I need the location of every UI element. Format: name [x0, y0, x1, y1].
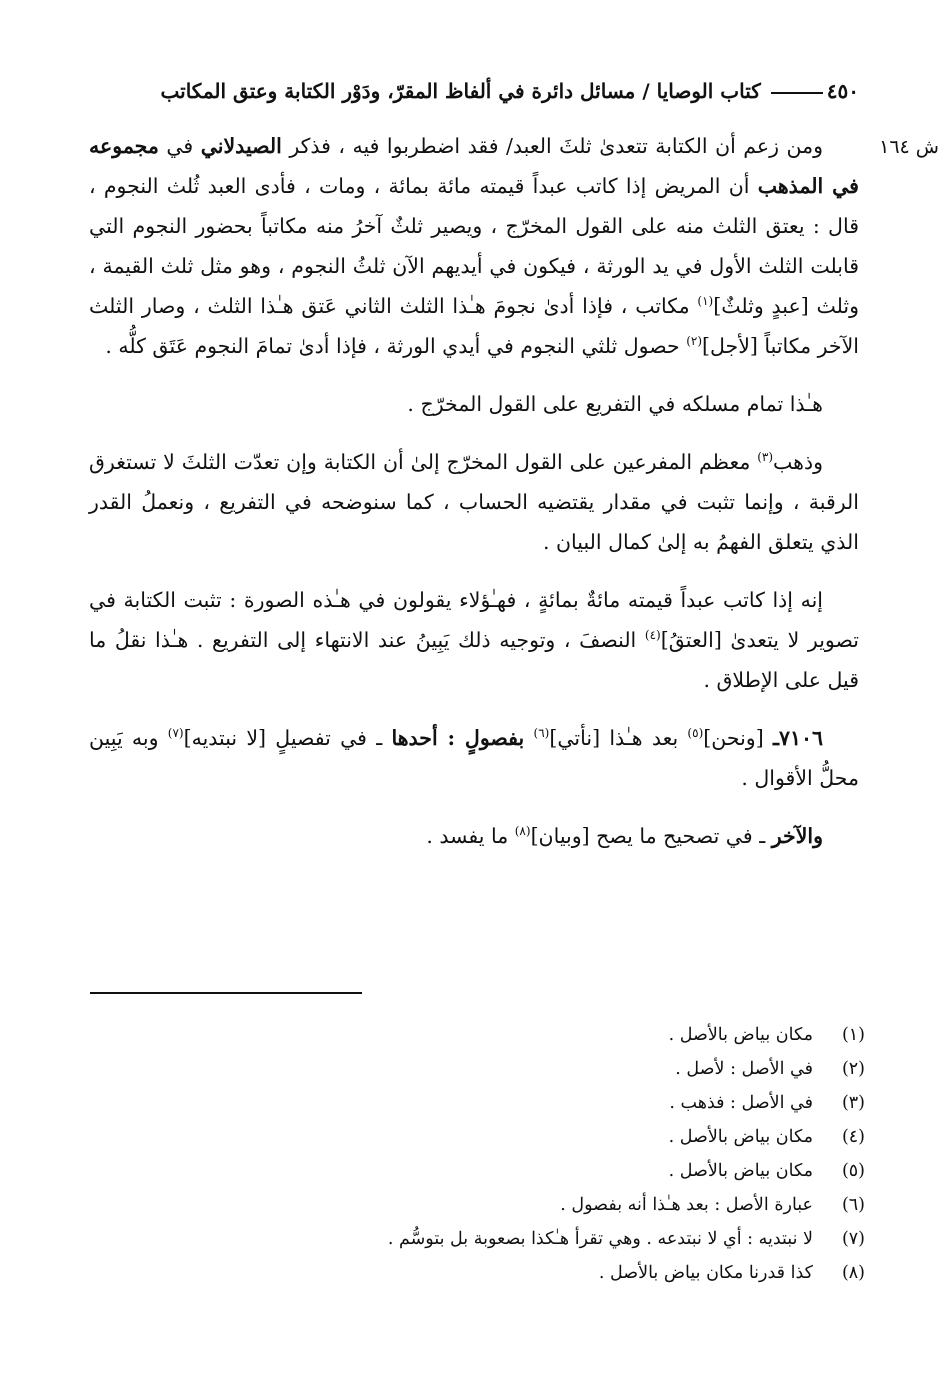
- footnote: [85, 1120, 865, 1154]
- footnote-text: مكان بياض بالأصل .: [668, 1127, 813, 1147]
- footnote-marker: (٥): [687, 726, 704, 741]
- footnote: [85, 1256, 865, 1290]
- footnote-number: (٤): [841, 1127, 865, 1147]
- footnote: [85, 1086, 865, 1120]
- footnote-text: مكان بياض بالأصل .: [668, 1025, 813, 1045]
- footnote-text: عبارة الأصل : بعد هـٰذا أنه بفصول .: [560, 1195, 813, 1215]
- text-run: إنه إذا كاتب عبداً قيمته مائةٌ بمائةٍ ، فهـٰؤلاء يقولون في هـٰذه الصورة : تثبت الكتابة في تصوير لا يتعدىٰ [العتقُ]: [89, 588, 859, 652]
- paragraph: [89, 442, 859, 562]
- text-run: [524, 726, 533, 750]
- footnote-marker: (٣): [757, 450, 774, 465]
- text-run: وذهب: [773, 450, 823, 474]
- text-run: [ونحن]: [703, 726, 773, 750]
- paragraph: [89, 384, 859, 424]
- footnote-number: (٦): [841, 1195, 865, 1215]
- footnote-number: (٢): [841, 1059, 865, 1079]
- text-run: بعد هـٰذا [نأتي]: [549, 726, 688, 750]
- header-title: كتاب الوصايا / مسائل دائرة في ألفاظ المقرّ، ودَوْر الكتابة وعتق المكاتب: [160, 79, 761, 103]
- footnote-number: (٣): [841, 1093, 865, 1113]
- footnote-marker: (٢): [686, 334, 703, 349]
- footnote-number: (٨): [841, 1263, 865, 1283]
- paragraph: [89, 718, 859, 798]
- page-number: ٤٥٠: [826, 79, 859, 103]
- header-dash: [771, 92, 823, 94]
- footnote-number: (٧): [841, 1229, 865, 1249]
- running-header: [89, 72, 859, 110]
- footnote: [85, 1154, 865, 1188]
- text-run: أن المريض إذا كاتب عبداً قيمته مائة بمائة ، ومات ، فأدى العبد ثُلث النجوم ، قال : يعتق الثلث منه على القول المخرّج ، ويصير ثلثٌ آخرُ منه مكاتباً بحضور النجوم التي قابلت الثلث الأول في يد الورثة ، فيكون في أيديهم الآن ثلثُ النجوم ، وهو مثل ثلث القيمة ، وثلث [عبدٍ وثلثٌ]: [89, 174, 860, 318]
- text-run: ومن زعم أن الكتابة تتعدىٰ ثلثَ العبد/ فقد اضطربوا فيه ، فذكر: [281, 134, 824, 158]
- bold-text: مجموعه في المذهب: [89, 134, 859, 198]
- marginal-reference: ش ١٦٤: [879, 136, 939, 158]
- text-run: وبه يَبِين محلُّ الأقوال .: [89, 726, 859, 790]
- text-run: النصفَ ، وتوجيه ذلك يَبِينُ عند الانتهاء إلى التفريع . هـٰذا نقلُ ما قيل على الإطلاق .: [89, 628, 859, 692]
- footnote-marker: (٤): [644, 628, 661, 643]
- body-text: [89, 126, 859, 874]
- paragraph: [89, 126, 859, 366]
- footnote-separator: [90, 992, 362, 994]
- footnote: [85, 1018, 865, 1052]
- footnote-text: في الأصل : فذهب .: [669, 1093, 813, 1113]
- text-run: في: [158, 134, 201, 158]
- footnote-text: مكان بياض بالأصل .: [668, 1161, 813, 1181]
- footnote-number: (٥): [841, 1161, 865, 1181]
- footnote-text: في الأصل : لأصل .: [675, 1059, 813, 1079]
- text-run: حصول ثلثي النجوم في أيدي الورثة ، فإذا أدىٰ تمامَ النجوم عَتَق كلُّه .: [105, 334, 687, 358]
- text-run: معظم المفرعين على القول المخرّج إلىٰ أن الكتابة وإن تعدّت الثلثَ لا تستغرق الرقبة ، وإنما تثبت في مقدار يقتضيه الحساب ، كما سنوضحه في التفريع ، ونعملُ القدر الذي يتعلق الفهمُ به إلىٰ كمال البيان .: [89, 450, 859, 554]
- footnote-marker: (١): [697, 294, 714, 309]
- bold-text: ٧١٠٦ـ: [772, 726, 823, 750]
- footnote-number: (١): [841, 1025, 865, 1045]
- paragraph: [89, 580, 859, 700]
- footnote: [85, 1052, 865, 1086]
- text-run: ـ في تفصيلٍ [لا نبتديه]: [183, 726, 392, 750]
- footnote: [85, 1222, 865, 1256]
- text-run: ما يفسد .: [426, 824, 515, 848]
- footnote-marker: (٨): [514, 824, 531, 839]
- text-run: ـ في تصحيح ما يصح [وبيان]: [530, 824, 772, 848]
- footnote-marker: (٧): [167, 726, 184, 741]
- bold-text: والآخر: [771, 824, 823, 848]
- footnote-text: لا نبتديه : أي لا نبتدعه . وهي تقرأ هـٰكذا بصعوبة بل بتوسُّم .: [387, 1229, 813, 1249]
- paragraph: [89, 816, 859, 856]
- text-run: مكاتب ، فإذا أدىٰ نجومَ هـٰذا الثلث الثاني عَتق هـٰذا الثلث ، وصار الثلث الآخر مكاتباً [لأجل]: [89, 294, 859, 358]
- footnote-text: كذا قدرنا مكان بياض بالأصل .: [598, 1263, 813, 1283]
- footnote-marker: (٦): [533, 726, 550, 741]
- footnote: [85, 1188, 865, 1222]
- bold-text: الصيدلاني: [200, 134, 282, 158]
- text-run: هـٰذا تمام مسلكه في التفريع على القول المخرّج .: [407, 392, 823, 416]
- footnotes: [85, 1018, 865, 1290]
- bold-text: بفصولٍ : أحدها: [391, 726, 525, 750]
